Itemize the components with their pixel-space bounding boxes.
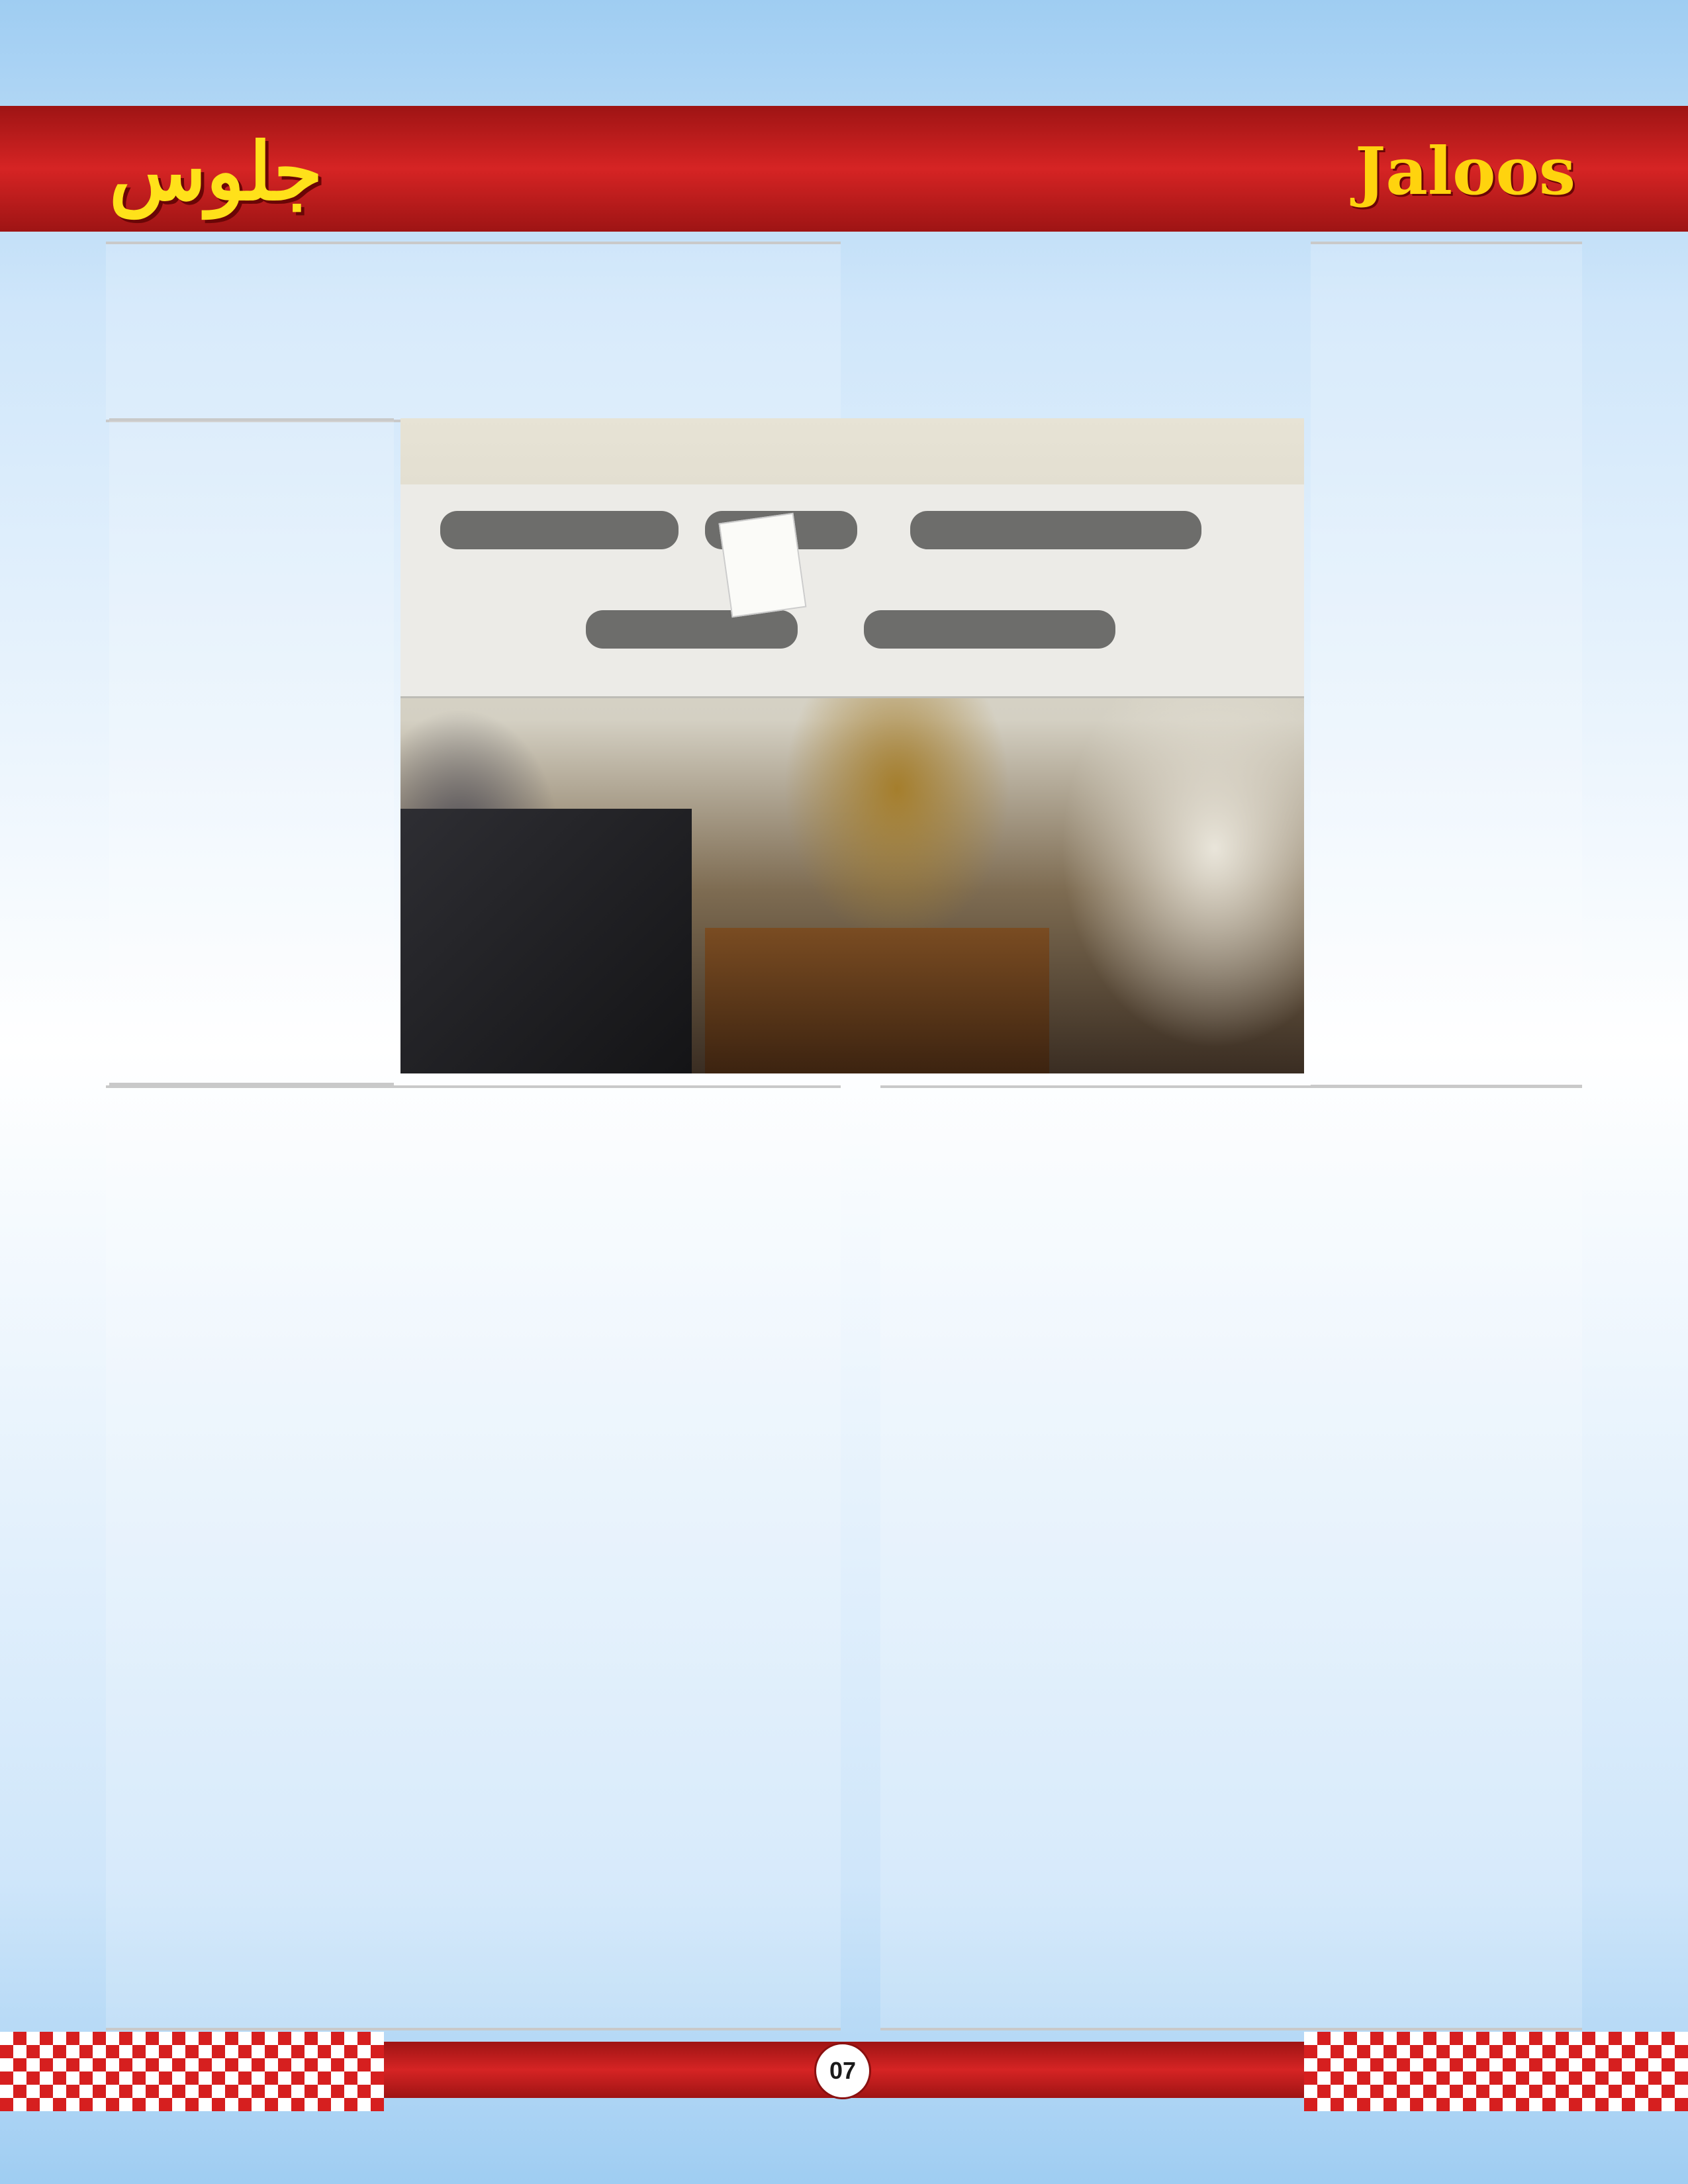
loudspeaker xyxy=(400,809,692,1073)
banner-ink xyxy=(586,610,798,649)
wooden-table xyxy=(705,928,1049,1073)
brand-title: Jaloos xyxy=(1355,134,1575,210)
masthead-banner xyxy=(0,106,1688,232)
banner-ink xyxy=(440,511,679,549)
banner-ink xyxy=(864,610,1115,649)
banner-ink xyxy=(910,511,1201,549)
article-column-lower-right xyxy=(880,1085,1582,2030)
checkered-strip-left xyxy=(0,2032,384,2111)
article-column-top-left xyxy=(106,242,841,422)
checkered-strip-right xyxy=(1304,2032,1688,2111)
event-photo xyxy=(400,418,1304,1073)
urdu-logo: جلوس xyxy=(109,125,323,218)
page-number: 07 xyxy=(814,2042,871,2099)
article-column-right xyxy=(1311,242,1582,1087)
photo-backdrop-banner xyxy=(400,484,1304,698)
article-column-lower-left xyxy=(106,1085,841,2030)
article-column-photo-side xyxy=(109,418,394,1085)
held-paper xyxy=(719,513,807,617)
